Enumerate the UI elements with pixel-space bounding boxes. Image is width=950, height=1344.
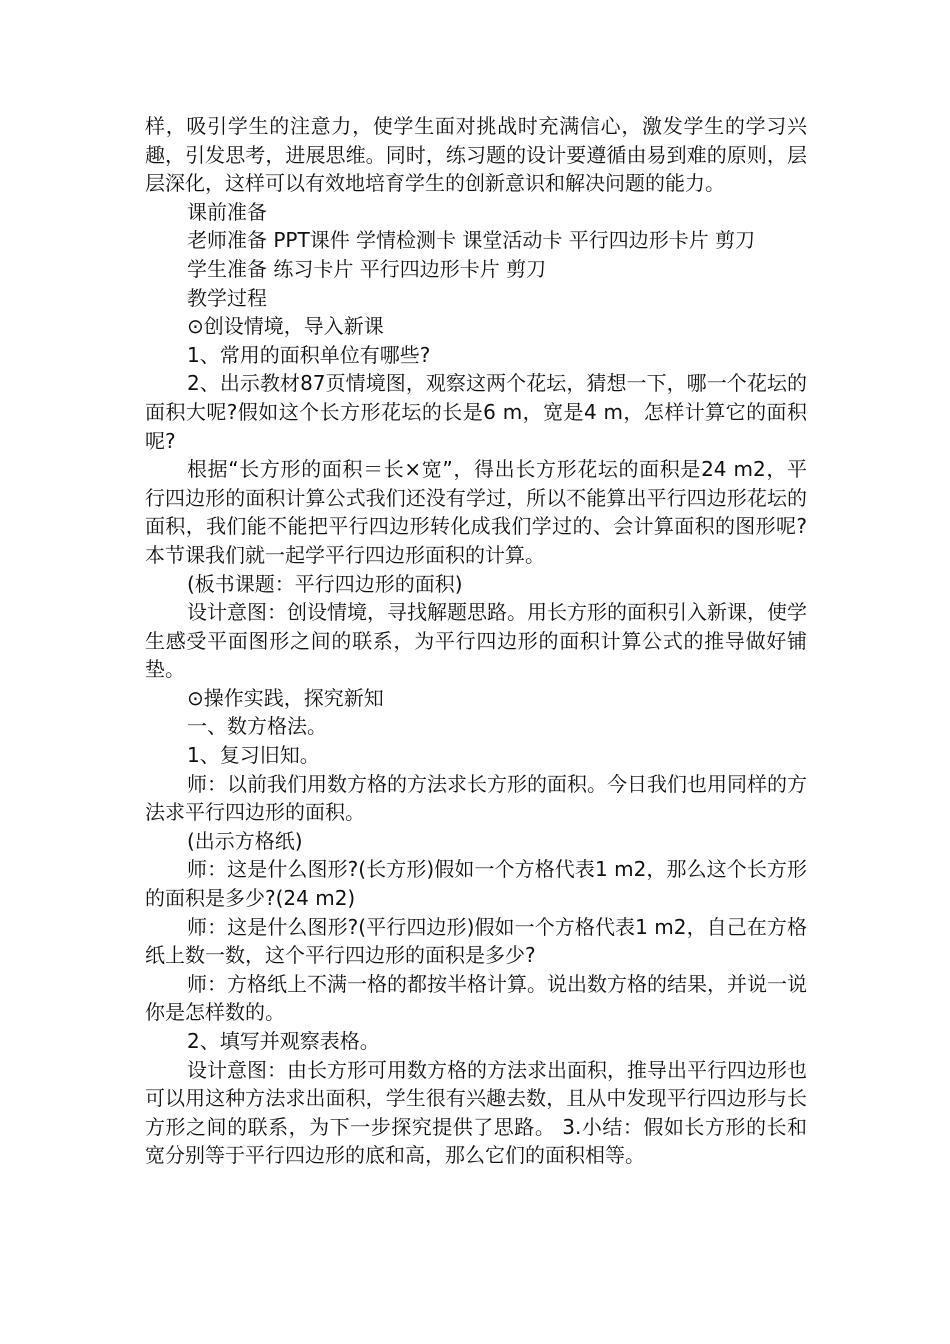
- paragraph-teacher-3: 师：这是什么图形?(平行四边形)假如一个方格代表1 m2，自己在方格纸上数一数，这个平行四边形的面积是多少?: [145, 914, 807, 968]
- document-page: [145, 112, 807, 1170]
- paragraph-question-1: 1、常用的面积单位有哪些?: [187, 342, 431, 367]
- paragraph-show-grid: (出示方格纸): [187, 828, 303, 853]
- heading-preparation: 课前准备: [187, 199, 267, 224]
- paragraph-board-title: (板书课题：平行四边形的面积): [187, 571, 463, 596]
- paragraph-design-intent-2: 设计意图：由长方形可用数方格的方法求出面积，推导出平行四边形也可以用这种方法求出面积，学生很有兴趣去数，且从中发现平行四边形与长方形之间的联系，为下一步探究提供了思路。 3.小结：假如长方形的长和宽分别等于平行四边形的底和高，那么它们的面积相等。: [145, 1057, 807, 1168]
- heading-teaching-process: 教学过程: [187, 285, 267, 310]
- paragraph-review: 1、复习旧知。: [187, 743, 320, 768]
- paragraph-teacher-1: 师：以前我们用数方格的方法求长方形的面积。今日我们也用同样的方法求平行四边形的面积。: [145, 771, 807, 825]
- paragraph-student-prep: 学生准备 练习卡片 平行四边形卡片 剪刀: [187, 256, 547, 281]
- paragraph-rectangle-area: 根据“长方形的面积＝长×宽”，得出长方形花坛的面积是24 m2，平行四边形的面积计算公式我们还没有学过，所以不能算出平行四边形花坛的面积，我们能不能把平行四边形转化成我们学过的、会计算面积的图形呢?本节课我们就一起学平行四边形面积的计算。: [145, 457, 807, 567]
- paragraph-fill-table: 2、填写并观察表格。: [187, 1029, 380, 1053]
- paragraph-design-intent-1: 设计意图：创设情境，寻找解题思路。用长方形的面积引入新课，使学生感受平面图形之间的联系，为平行四边形的面积计算公式的推导做好铺垫。: [145, 600, 807, 682]
- heading-practice-explore: ⊙操作实践，探究新知: [187, 685, 384, 710]
- paragraph-teacher-2: 师：这是什么图形?(长方形)假如一个方格代表1 m2，那么这个长方形的面积是多少?(24 m2): [145, 857, 807, 911]
- paragraph-intro-continuation: 样，吸引学生的注意力，使学生面对挑战时充满信心，激发学生的学习兴趣，引发思考，进展思维。同时，练习题的设计要遵循由易到难的原则，层层深化，这样可以有效地培育学生的创新意识和解决问题的能力。: [145, 114, 807, 196]
- paragraph-teacher-4: 师：方格纸上不满一格的都按半格计算。说出数方格的结果，并说一说你是怎样数的。: [145, 971, 807, 1025]
- paragraph-question-2: 2、出示教材87页情境图，观察这两个花坛，猜想一下，哪一个花坛的面积大呢?假如这个长方形花坛的长是6 m，宽是4 m，怎样计算它的面积呢?: [145, 371, 807, 453]
- heading-create-situation: ⊙创设情境，导入新课: [187, 314, 384, 339]
- heading-grid-counting: 一、数方格法。: [187, 714, 327, 739]
- paragraph-teacher-prep: 老师准备 PPT课件 学情检测卡 课堂活动卡 平行四边形卡片 剪刀: [187, 228, 756, 253]
